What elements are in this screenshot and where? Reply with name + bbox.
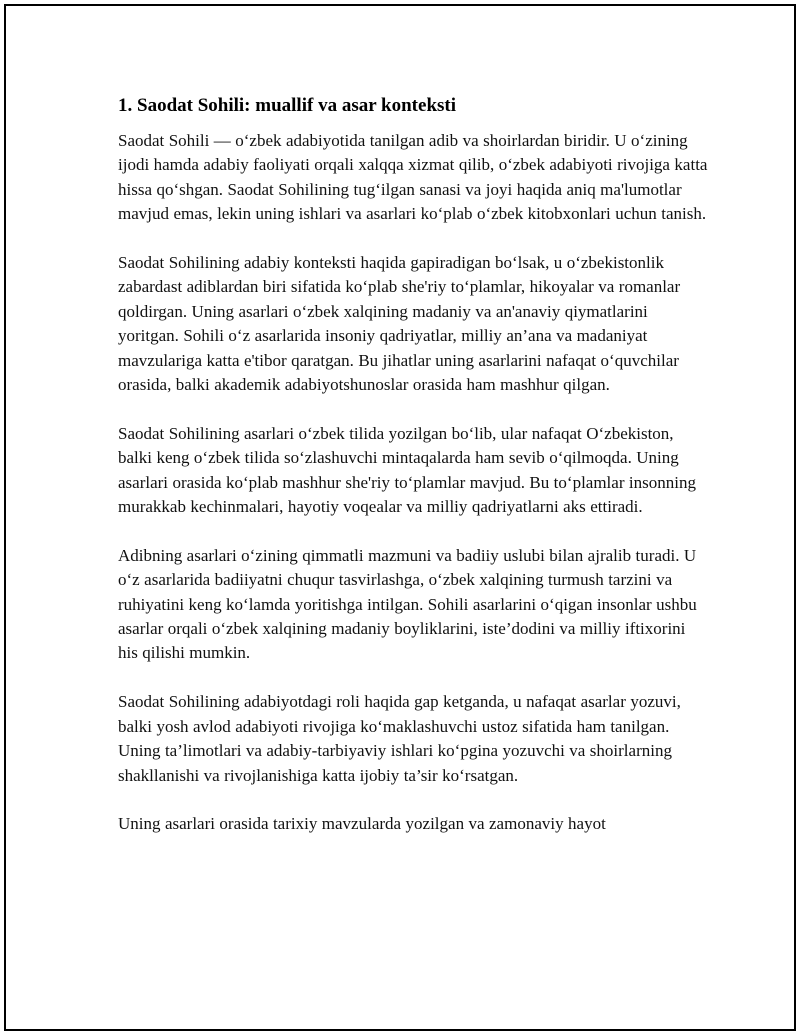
paragraph-5: Saodat Sohilining adabiyotdagi roli haqida gap ketganda, u nafaqat asarlar yozuvi, balki yosh avlod adabiyoti rivojiga ko‘maklashuvchi ustoz sifatida ham tanilgan. Uning ta’limotlari va adabiy-tarbiyaviy ishlari ko‘pgina yozuvchi va shoirlarning shakllanishi va rivojlanishiga katta ijobiy ta’sir ko‘rsatgan. — [118, 692, 681, 785]
paragraph-4: Adibning asarlari o‘zining qimmatli mazmuni va badiiy uslubi bilan ajralib turadi. U o‘z asarlarida badiiyatni chuqur tasvirlashga, o‘zbek xalqining turmush tarzini va ruhiyatini keng ko‘lamda yoritishga intilgan. Sohili asarlarini o‘qigan insonlar ushbu asarlar orqali o‘zbek xalqining madaniy boyliklarini, iste’dodini va milliy iftixorini his qilishi mumkin. — [118, 545, 697, 663]
paragraph-6: Uning asarlari orasida tarixiy mavzularda yozilgan va zamonaviy hayot — [118, 814, 606, 834]
section-heading: 1. Saodat Sohili: muallif va asar konteksti — [118, 95, 457, 116]
paragraph-3: Saodat Sohilining asarlari o‘zbek tilida yozilgan bo‘lib, ular nafaqat O‘zbekiston, balki keng o‘zbek tilida so‘zlashuvchi mintaqalarda ham sevib o‘qilmoqda. Uning asarlari orasida ko‘plab mashhur she'riy to‘plamlar mavjud. Bu to‘plamlar insonning murakkab kechinmalari, hayotiy voqealar va milliy qadriyatlarni aks ettiradi. — [118, 423, 696, 517]
paragraph-1: Saodat Sohili — o‘zbek adabiyotida tanilgan adib va shoirlardan biridir. U o‘zining ijodi hamda adabiy faoliyati orqali xalqqa xizmat qilib, o‘zbek adabiyoti rivojiga katta hissa qo‘shgan. Saodat Sohilining tug‘ilgan sanasi va joyi haqida aniq ma'lumotlar mavjud emas, lekin uning ishlari va asarlari ko‘plab o‘zbek kitobxonlari uchun tanish. — [118, 131, 708, 224]
document-body — [118, 93, 708, 861]
paragraph-2: Saodat Sohilining adabiy konteksti haqida gapiradigan bo‘lsak, u o‘zbekistonlik zabardast adiblardan biri sifatida ko‘plab she'riy to‘plamlar, hikoyalar va romanlar qoldirgan. Uning asarlari o‘zbek xalqining madaniy va an'anaviy qiymatlarini yoritgan. Sohili o‘z asarlarida insoniy qadriyatlar, milliy an’ana va madaniyat mavzulariga katta e'tibor qaratgan. Bu jihatlar uning asarlarini nafaqat o‘quvchilar orasida, balki akademik adabiyotshunoslar orasida ham mashhur qilgan. — [118, 253, 681, 395]
